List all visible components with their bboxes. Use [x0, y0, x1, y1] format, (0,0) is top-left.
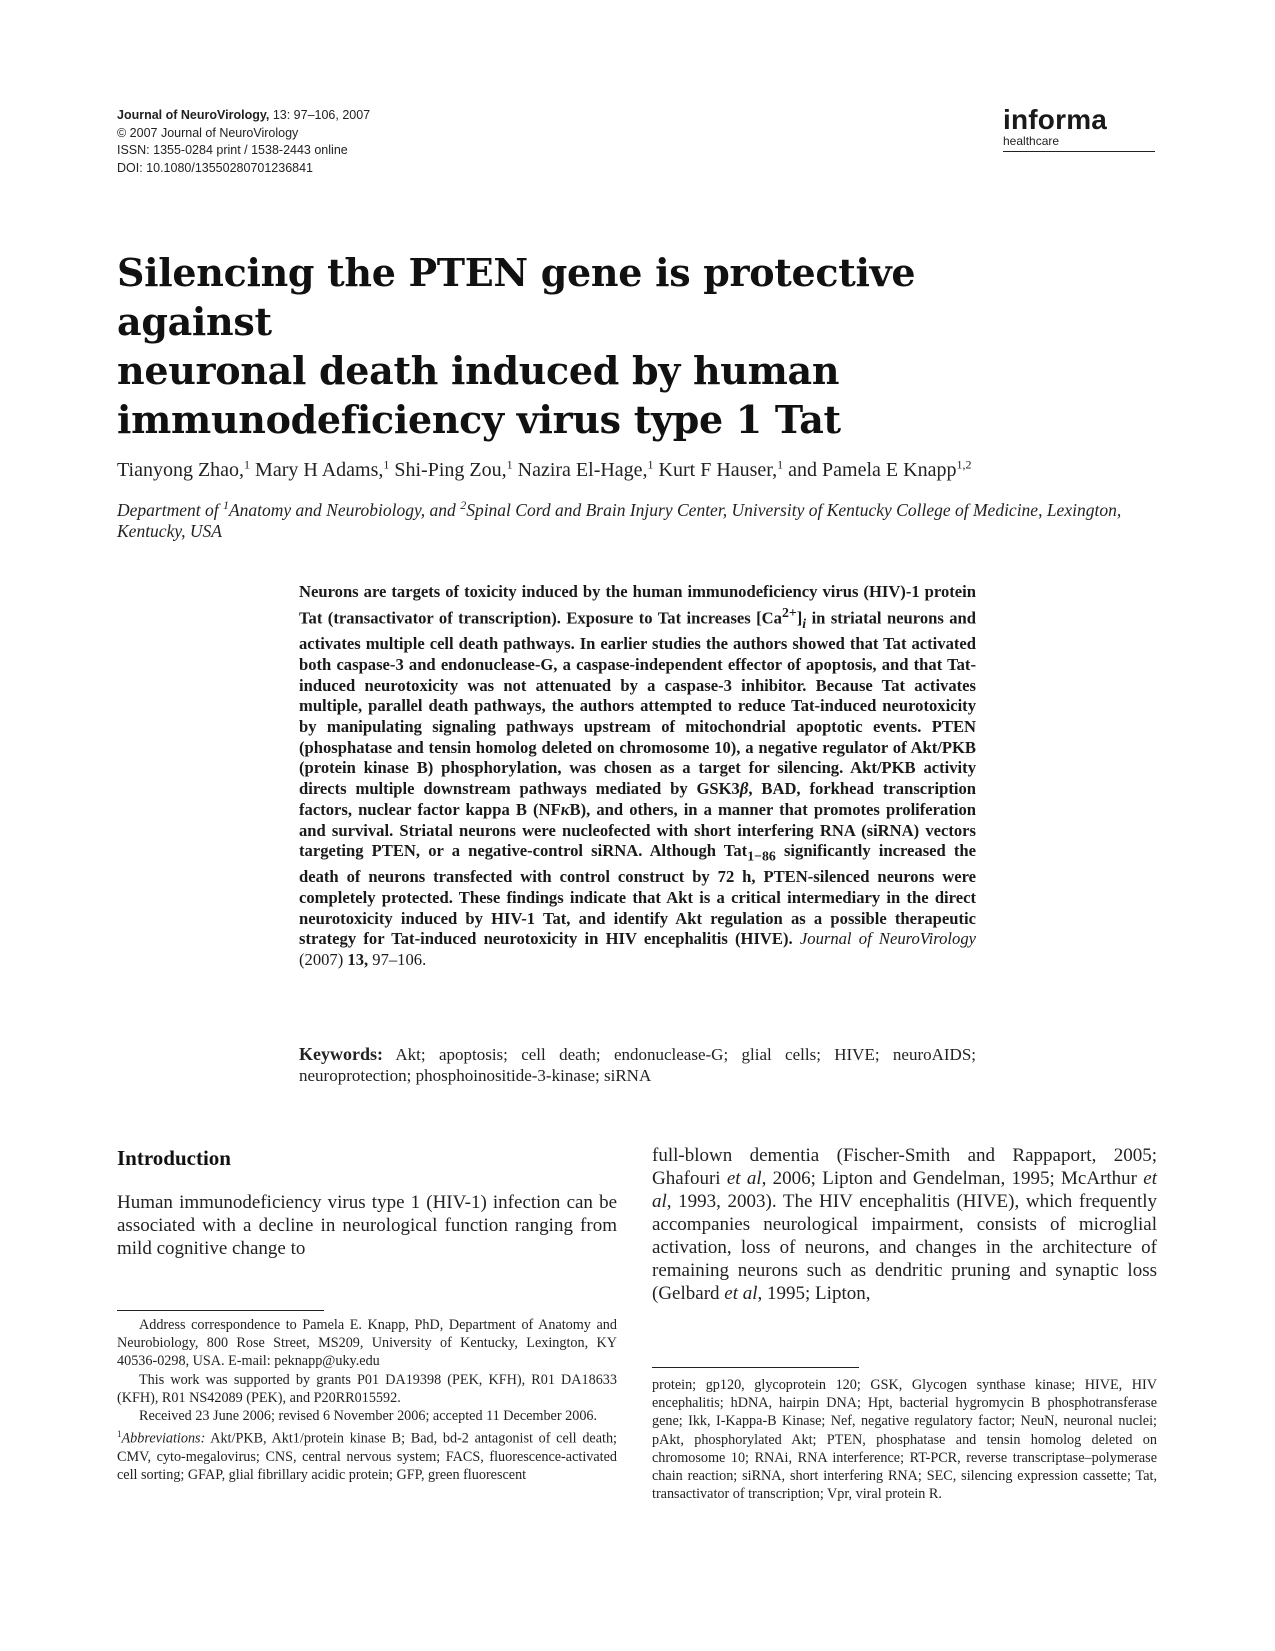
- publisher-logo: [1003, 106, 1155, 152]
- body-text: , 1993, 2003). The HIV encephalitis (HIVE), which frequently accompanies neurological impairment, consists of microglial activation, loss of neurons, and changes in the architecture of remaining neurons such as dendritic pruning and synaptic loss (Gelbard: [652, 1191, 1157, 1304]
- author: Nazira El-Hage,: [512, 459, 648, 481]
- author-affil-mark: 1: [506, 457, 513, 472]
- abstract-symbol: β: [739, 779, 749, 799]
- publisher-sub: healthcare: [1003, 134, 1060, 148]
- abstract-text: Neurons are targets of toxicity induced by the human immunodeficiency virus (HIV)-1 protein Tat (transactivator of transcription). Exposure to Tat increases [Ca: [299, 582, 976, 628]
- body-text: , 2006; Lipton and Gendelman, 1995; McArthur: [761, 1168, 1144, 1189]
- footnote-divider: [652, 1367, 859, 1368]
- abstract-symbol: κ: [560, 799, 570, 819]
- journal-name: Journal of NeuroVirology,: [117, 108, 270, 122]
- author-list: [117, 457, 1157, 483]
- body-text: , 1995; Lipton,: [757, 1283, 871, 1304]
- keywords: [299, 1044, 976, 1086]
- author-affil-mark: 1: [244, 457, 251, 472]
- abstract-text: ]: [796, 608, 803, 628]
- abstract-text: significantly increased the death of neurons transfected with control construct by 72 h, PTEN-silenced neurons were completely protected. These findings indicate that Akt is a critical intermediary in the direct neurotoxicity induced by HIV-1 Tat, and identify Akt regulation as a possible therapeutic strategy for Tat-induced neurotoxicity in HIV encephalitis (HIVE).: [299, 841, 976, 949]
- cite-year: (2007): [299, 950, 348, 970]
- footnote-correspondence: Address correspondence to Pamela E. Knapp, PhD, Department of Anatomy and Neurobiology, 800 Rose Street, MS209, University of Kentucky, Lexington, KY 40536-0298, USA. E-mail: peknapp@uky.edu: [117, 1317, 617, 1370]
- author-affil-mark: 1,2: [956, 457, 972, 472]
- affiliation: [117, 500, 1157, 542]
- journal-citation-line: [117, 107, 370, 125]
- section-heading: Introduction: [117, 1146, 231, 1170]
- affil-mark: 2: [460, 498, 467, 513]
- publisher-name: informa: [1003, 104, 1108, 135]
- footnote-received: Received 23 June 2006; revised 6 November 2006; accepted 11 December 2006.: [139, 1408, 598, 1425]
- abbreviations-continued: protein; gp120, glycoprotein 120; GSK, Glycogen synthase kinase; HIVE, HIV encephalitis; hDNA, hairpin DNA; Hpt, bacterial hygromycin B phosphotransferase gene; Ikk, I-Kappa-B Kinase; Nef, negative regulatory factor; NeuN, neuronal nuclei; pAkt, phosphorylated Akt; PTEN, phosphatase and tensin homolog deleted on chromosome 10; RNAi, RNA interference; RT-PCR, reverse transcriptase–polymerase chain reaction; siRNA, short interfering RNA; SEC, silencing expression cassette; Tat, transactivator of transcription; Vpr, viral protein R.: [652, 1377, 1157, 1503]
- abstract: [299, 582, 976, 971]
- affiliation-prefix: Department of: [117, 500, 223, 520]
- body-paragraph-right: [652, 1144, 1157, 1305]
- footnote-support: This work was supported by grants P01 DA19398 (PEK, KFH), R01 DA18633 (KFH), R01 NS42089 (PEK), and P20RR015592.: [117, 1371, 617, 1406]
- abstract-text: in striatal neurons and activates multiple cell death pathways. In earlier studies the authors showed that Tat activated both caspase-3 and endonuclease-G, a caspase-independent effector of apoptosis, and that Tat-induced neurotoxicity was not attenuated by a caspase-3 inhibitor. Because Tat activates multiple, parallel death pathways, the authors attempted to reduce Tat-induced neurotoxicity by manipulating signaling pathways upstream of mitochondrial apoptotic events. PTEN (phosphatase and tensin homolog deleted on chromosome 10), a negative regulator of Akt/PKB (protein kinase B) phosphorylation, was chosen as a target for silencing. Akt/PKB activity directs multiple downstream pathways mediated by GSK3: [299, 608, 976, 799]
- author-affil-mark: 1: [777, 457, 784, 472]
- author: Shi-Ping Zou,: [389, 459, 507, 481]
- author-affil-mark: 1: [647, 457, 654, 472]
- author: Tianyong Zhao,: [117, 459, 245, 481]
- affiliation-part-2: Spinal Cord and Brain Injury Center, University of Kentucky College of Medicine, Lexington, Kentucky, USA: [117, 500, 1122, 541]
- body-etal: et al: [724, 1283, 758, 1304]
- body-etal: et al: [652, 1168, 1157, 1212]
- footnote-mark: 1: [117, 1429, 122, 1440]
- abbreviations-label: Abbreviations:: [121, 1430, 206, 1447]
- issn: ISSN: 1355-0284 print / 1538-2443 online: [117, 143, 348, 157]
- author: Mary H Adams,: [250, 459, 384, 481]
- title-line-3: immunodeficiency virus type 1 Tat: [117, 397, 841, 442]
- cite-journal: Journal of NeuroVirology: [799, 929, 977, 949]
- body-paragraph-left: Human immunodeficiency virus type 1 (HIV-1) infection can be associated with a decline in neurological function ranging from mild cognitive change to: [117, 1192, 617, 1259]
- author: and Pamela E Knapp: [783, 459, 957, 481]
- footnote-divider: [117, 1310, 324, 1311]
- footnotes-right: [652, 1376, 1157, 1503]
- body-text: full-blown dementia (Fischer-Smith and Rappaport, 2005; Ghafouri: [652, 1145, 1157, 1189]
- author-affil-mark: 1: [383, 457, 390, 472]
- cite-pages: 97–106.: [368, 950, 427, 970]
- keywords-label: Keywords:: [299, 1044, 383, 1064]
- body-etal: et al: [726, 1168, 762, 1189]
- author: Kurt F Hauser,: [653, 459, 778, 481]
- keywords-text: Akt; apoptosis; cell death; endonuclease-G; glial cells; HIVE; neuroAIDS; neuroprotection; phosphoinositide-3-kinase; siRNA: [299, 1045, 976, 1085]
- abbreviations-text: Akt/PKB, Akt1/protein kinase B; Bad, bd-2 antagonist of cell death; CMV, cyto-megalovirus; CNS, central nervous system; FACS, fluorescence-activated cell sorting; GFAP, glial fibrillary acidic protein; GFP, green fluorescent: [117, 1430, 617, 1484]
- affiliation-part-1: Anatomy and Neurobiology, and: [228, 500, 461, 520]
- abstract-sub: 1−86: [747, 848, 776, 864]
- title-line-1: Silencing the PTEN gene is protective against: [117, 250, 916, 344]
- abstract-sub: i: [802, 615, 807, 631]
- cite-volume: 13,: [347, 950, 369, 970]
- journal-citation: 13: 97–106, 2007: [269, 108, 371, 122]
- doi: DOI: 10.1080/13550280701236841: [117, 160, 314, 175]
- abstract-text: , BAD, forkhead transcription factors, nuclear factor kappa B (NF: [299, 779, 977, 819]
- abstract-text: B), and others, in a manner that promotes proliferation and survival. Striatal neurons were nucleofected with short interfering RNA (siRNA) vectors targeting PTEN, or a negative-control siRNA. Although Tat: [299, 799, 976, 861]
- title-line-2: neuronal death induced by human: [117, 348, 840, 393]
- journal-info: [117, 107, 370, 177]
- footnote-abbreviations: [117, 1425, 617, 1484]
- copyright: © 2007 Journal of NeuroVirology: [117, 125, 299, 140]
- article-title: [117, 248, 1017, 444]
- footnotes-left: [117, 1316, 617, 1485]
- affil-mark: 1: [222, 498, 229, 513]
- abstract-sup: 2+: [781, 604, 797, 620]
